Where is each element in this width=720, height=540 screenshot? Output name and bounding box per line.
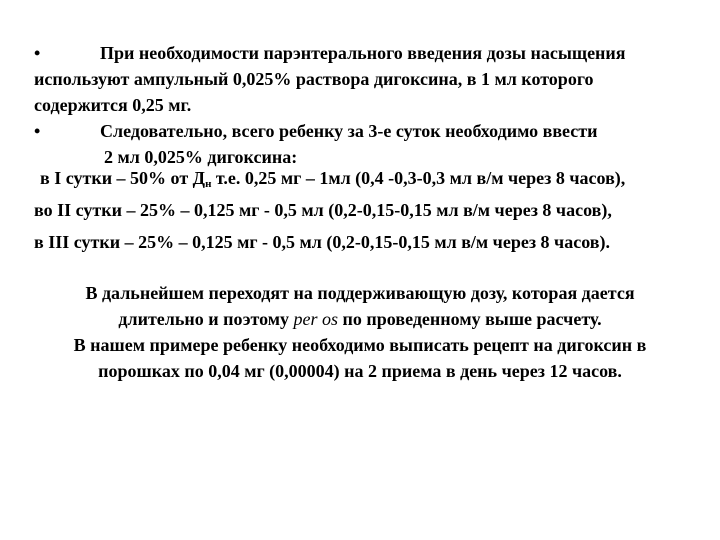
dose-schedule — [34, 162, 704, 258]
dose-day-1-subscript: н — [205, 178, 212, 190]
maintenance-line-2 — [0, 306, 720, 332]
parenteral-text-line-2: используют ампульный 0,025% раствора дигоксина, в 1 мл которого — [34, 69, 594, 89]
total-dose-text-line-2: 2 мл 0,025% дигоксина: — [104, 147, 298, 167]
bullet-icon: • — [34, 43, 41, 63]
parenteral-text-line-3: содержится 0,25 мг. — [34, 95, 192, 115]
maintenance-line-2-before: длительно и поэтому — [118, 309, 294, 329]
prescription-line-2: порошках по 0,04 мг (0,00004) на 2 приема в день через 12 часов. — [98, 361, 622, 381]
bullet-line — [34, 40, 694, 66]
dose-day-1-suffix: т.е. 0,25 мг – 1мл (0,4 -0,3-0,3 мл в/м через 8 часов), — [211, 168, 626, 188]
bullet-line — [34, 118, 694, 144]
prescription-line-1: В нашем примере ребенку необходимо выписать рецепт на дигоксин в — [73, 335, 647, 355]
per-os-term: per os — [293, 309, 339, 329]
dose-day-1-prefix: в I сутки – 50% от Д — [40, 168, 206, 188]
dose-day-1 — [34, 162, 704, 194]
maintenance-dose-paragraph — [0, 280, 720, 384]
maintenance-line-2-after: по проведенному выше расчету. — [338, 309, 602, 329]
dose-day-2: во II сутки – 25% – 0,125 мг - 0,5 мл (0,2-0,15-0,15 мл в/м через 8 часов), — [34, 200, 612, 220]
bullet-icon: • — [34, 121, 41, 141]
dose-day-3: в III сутки – 25% – 0,125 мг - 0,5 мл (0,2-0,15-0,15 мл в/м через 8 часов). — [34, 232, 610, 252]
maintenance-line-1: В дальнейшем переходят на поддерживающую дозу, которая дается — [85, 283, 635, 303]
total-dose-text-line-1: Следовательно, всего ребенку за 3-е суток необходимо ввести — [100, 121, 598, 141]
parenteral-text-line-1: При необходимости парэнтерального введения дозы насыщения — [100, 43, 626, 63]
bullet-section-parenteral — [34, 40, 694, 170]
